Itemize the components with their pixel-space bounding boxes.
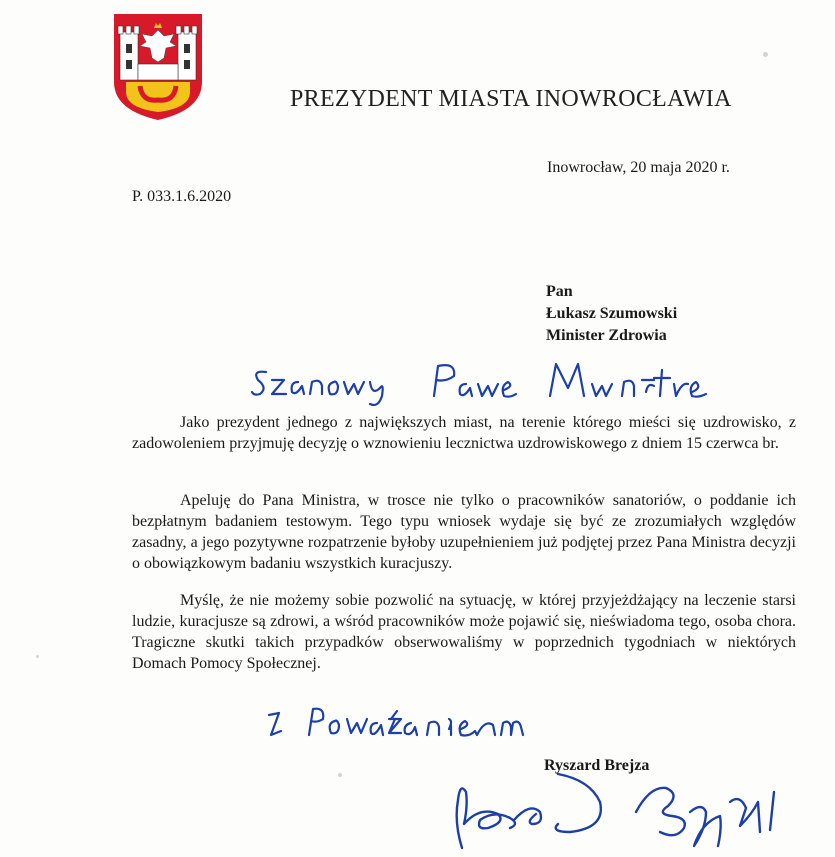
signer-name: Ryszard Brejza — [544, 757, 650, 774]
paragraph-2-text: Apeluję do Pana Ministra, w trosce nie tylko o pracowników sanatoriów, o poddanie ich bezpłatnym badaniem testowym. Tego typu wniosek wydaje się być ze zrozumiałych względów zasadny, a jego pozytywne rozpatrzenie byłoby uzupełnieniem już podjętej przez Pana Ministra decyzji o obowiązkowym badaniu wszystkich kuracjuszy. — [132, 492, 796, 572]
scan-speck — [36, 655, 39, 658]
paragraph-3 — [132, 590, 796, 674]
handwritten-signature — [440, 762, 800, 852]
scan-speck — [763, 52, 768, 57]
paragraph-1-text: Jako prezydent jednego z największych miast, na terenie którego mieści się uzdrowisko, z zadowoleniem przyjmuję decyzję o wznowieniu lecznictwa uzdrowiskowego z dniem 15 czerwca br. — [132, 414, 796, 452]
handwritten-closing — [265, 695, 565, 745]
coat-of-arms-logo — [112, 12, 204, 122]
paragraph-1 — [132, 412, 796, 454]
scan-speck — [338, 773, 342, 777]
place-and-date: Inowrocław, 20 maja 2020 r. — [547, 159, 730, 176]
paragraph-3-text: Myślę, że nie możemy sobie pozwolić na sytuację, w której przyjeżdżający na leczenie starsi ludzie, kuracjusze są zdrowi, a wśród pracowników może pojawić się, nieświadoma tego, osoba chora. Tragiczne skutki takich przypadków obserwowaliśmy w poprzednich tygodniach w niektórych Domach Pomocy Społecznej. — [132, 592, 796, 672]
paragraph-2 — [132, 490, 796, 574]
letterhead-title: PREZYDENT MIASTA INOWROCŁAWIA — [290, 86, 732, 112]
recipient-title: Pan — [546, 283, 573, 300]
handwritten-salutation — [250, 352, 720, 412]
recipient-name: Łukasz Szumowski — [546, 305, 678, 322]
reference-number: P. 033.1.6.2020 — [132, 188, 232, 205]
recipient-position: Minister Zdrowia — [546, 327, 667, 344]
